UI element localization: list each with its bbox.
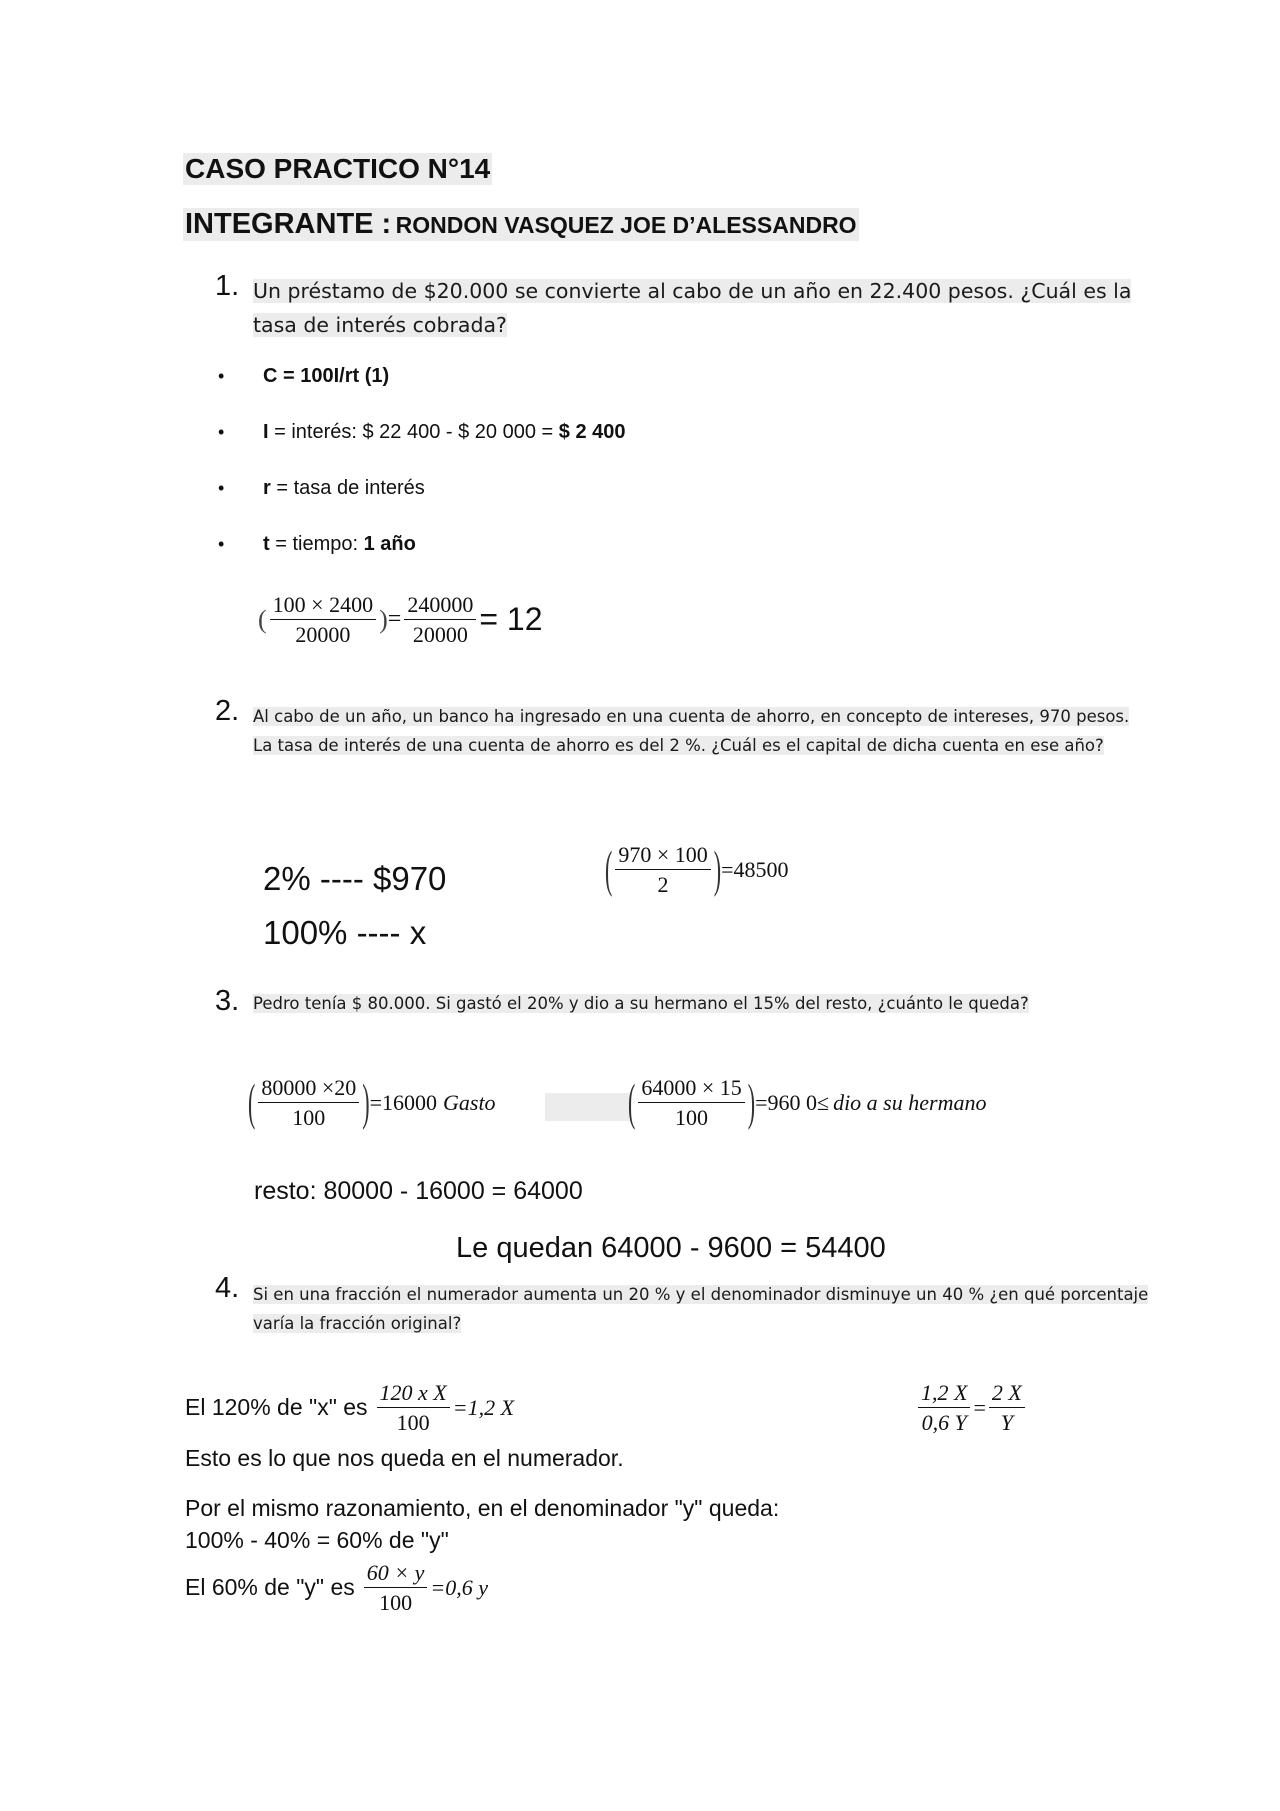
question-2-number: 2. — [215, 695, 240, 727]
question-3-number: 3. — [215, 985, 240, 1017]
q3-calculation-spent: ( $\frac{80000 \times 20}{100}$ ) =16000 Gasto — [248, 1072, 496, 1131]
q3-final-answer: Le quedan 64000 - 9600 = 54400 — [456, 1232, 886, 1264]
member-name: RONDON VASQUEZ JOE D’ALESSANDRO — [395, 212, 857, 238]
q4-ratio: $\frac{1,2 X}{0,6 Y}$ = $\frac{2 X}{Y}$ — [915, 1380, 1028, 1436]
q4-text-line-2: Esto es lo que nos queda en el numerador. — [185, 1445, 624, 1471]
q3-remainder: resto: 80000 - 16000 = 64000 — [254, 1177, 583, 1205]
q1-calculation: ( $\frac{100 \times 2400}{20000}$ ) = $\frac{240000}{20000}$ = 12 — [258, 592, 543, 648]
question-4-number: 4. — [215, 1272, 240, 1304]
q4-text-line-4: 100% - 40% = 60% de "y" — [185, 1527, 449, 1553]
highlight-gap — [545, 1093, 630, 1121]
list-item: • t = tiempo: 1 año — [218, 533, 416, 555]
q4-denominator-line: El 60% de "y" es $\frac{60 \times y}{100}$ =0,6 y — [185, 1560, 488, 1616]
question-3-text: Pedro tenía $ 80.000. Si gastó el 20% y dio a su hermano el 15% del resto, ¿cuánto le queda? — [253, 994, 1029, 1013]
question-2-text: Al cabo de un año, un banco ha ingresado en una cuenta de ahorro, en concepto de intereses, 970 pesos. La tasa de interés de una cuenta de ahorro es del 2 %. ¿Cuál es el capital de dicha cuenta en ese año? — [253, 707, 1130, 755]
q4-numerator-line: El 120% de "x" es $\frac{\text{120 x X}}{100}$ =1,2 X — [185, 1380, 515, 1436]
question-4-text: Si en una fracción el numerador aumenta un 20 % y el denominador disminuye un 40 % ¿en qué porcentaje varía la fracción original? — [253, 1285, 1149, 1333]
question-1-text: Un préstamo de $20.000 se convierte al cabo de un año en 22.400 pesos. ¿Cuál es la tasa de interés cobrada? — [253, 279, 1132, 337]
page-title: CASO PRACTICO N°14 — [185, 153, 491, 184]
rule-of-three: 2% ---- $970 100% ---- x — [263, 860, 447, 951]
q4-text-line-3: Por el mismo razonamiento, en el denominador "y" queda: — [185, 1495, 780, 1521]
question-1-number: 1. — [215, 270, 240, 302]
list-item: • I = interés: $ 22 400 - $ 20 000 = $ 2 400 — [218, 421, 626, 443]
list-item: • r = tasa de interés — [218, 477, 425, 499]
q3-calculation-brother: ( $\frac{64000 \times 15}{100}$ ) =960 0≤ dio a su hermano — [628, 1072, 987, 1131]
q2-calculation: ( $\frac{970 \times 100}{2}$ ) =48500 — [605, 839, 789, 898]
member-label: INTEGRANTE : — [185, 208, 392, 240]
list-item: • C = 100I/rt (1) — [218, 365, 390, 387]
member-heading — [183, 208, 859, 241]
